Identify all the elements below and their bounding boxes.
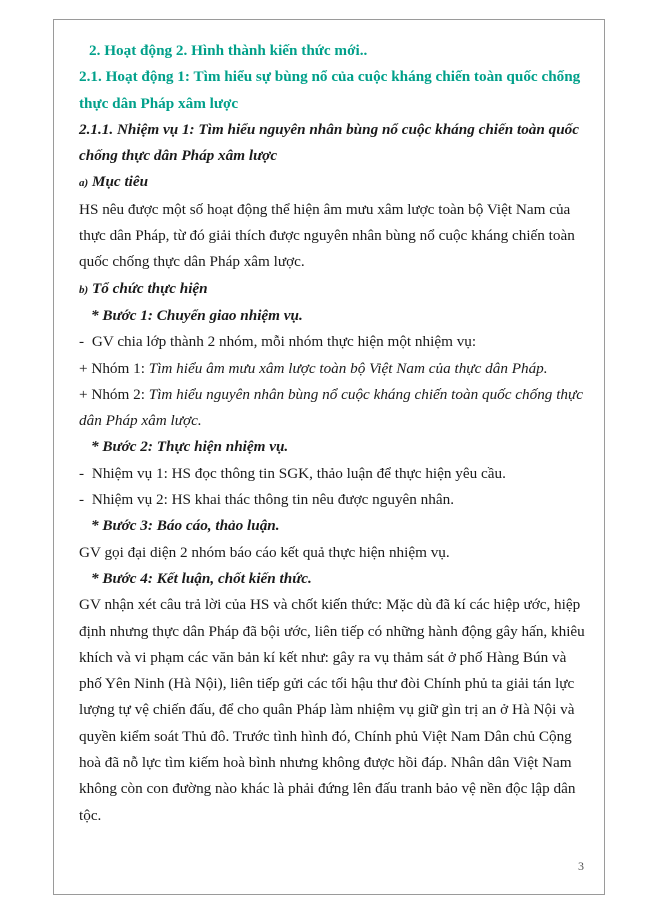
step2-line2 [79,487,591,513]
page-number: 3 [578,859,584,873]
objective-heading [79,169,591,196]
step4-line: định nhưng thực dân Pháp đã bội ước, liên tiếp có những hành động gây hấn, khiêu [79,622,585,640]
task1-title-line2: chống thực dân Pháp xâm lược [79,147,278,165]
group2-prefix: + Nhóm 2: [79,385,149,403]
activity-heading: 2. Hoạt động 2. Hình thành kiến thức mới.. [89,42,368,59]
step4-line: lượng tự vệ chiến đấu, để cho quân Pháp làm nhiệm vụ giữ gìn trị an ở Hà Nội và [79,701,575,719]
step4-line: tộc. [79,806,102,824]
group1-text: Tìm hiểu âm mưu xâm lược toàn bộ Việt Nam của thực dân Pháp. [148,359,548,377]
step2-line1 [79,461,591,487]
step4-title: * Bước 4: Kết luận, chốt kiến thức. [91,569,312,587]
step1-group2 [79,382,591,408]
organize-title: Tổ chức thực hiện [91,279,208,297]
objective-line2: thực dân Pháp, từ đó giải thích được nguyên nhân bùng nổ cuộc kháng chiến toàn [79,227,575,245]
step1-line1 [79,329,591,355]
step4-line: GV nhận xét câu trả lời của HS và chốt kiến thức: Mặc dù đã kí các hiệp ước, hiệp [79,596,581,614]
objective-title: Mục tiêu [91,173,149,191]
step3-title: * Bước 3: Báo cáo, thảo luận. [91,517,280,535]
step4-line: hoà đã nỗ lực tìm kiếm hoà bình nhưng không được hồi đáp. Nhân dân Việt Nam [79,754,572,772]
document-body [79,38,591,829]
step2-text-1: Nhiệm vụ 1: HS đọc thông tin SGK, thảo luận để thực hiện yêu cầu. [91,464,506,482]
task1-title-line1: 2.1.1. Nhiệm vụ 1: Tìm hiểu nguyên nhân bùng nổ cuộc kháng chiến toàn quốc [79,120,580,138]
step4-line: không còn con đường nào khác là phải đứng lên đấu tranh bảo vệ nền độc lập dân [79,780,576,798]
activity1-title-line2: thực dân Pháp xâm lược [79,94,239,112]
step2-dash-1: - [79,464,85,482]
organize-heading [79,276,591,303]
step4-line: khích và vi phạm các văn bản kí kết như: gây ra vụ thảm sát ở phố Hàng Bún và [79,648,567,666]
step2-text-2: Nhiệm vụ 2: HS khai thác thông tin nêu được nguyên nhân. [91,491,455,509]
objective-line1: HS nêu được một số hoạt động thể hiện âm mưu xâm lược toàn bộ Việt Nam của [79,200,571,218]
step1-title: * Bước 1: Chuyển giao nhiệm vụ. [91,306,303,324]
step2-dash-2: - [79,491,85,509]
group1-prefix: + Nhóm 1: [79,359,149,377]
group2-text-line2: dân Pháp xâm lược. [79,412,202,430]
organize-letter: b) [79,283,89,296]
step1-dash: - [79,333,85,351]
objective-letter: a) [79,177,89,190]
step4-line: phố Yên Ninh (Hà Nội), liên tiếp gửi các tối hậu thư đòi Chính phủ ta giải tán lực [79,675,575,693]
step4-line: quyền kiểm soát Thủ đô. Trước tình hình đó, Chính phủ Việt Nam Dân chủ Cộng [79,727,572,745]
step1-group1 [79,356,591,382]
objective-line3: quốc chống thực dân Pháp xâm lược. [79,253,305,271]
group2-text-line1: Tìm hiểu nguyên nhân bùng nổ cuộc kháng chiến toàn quốc chống thực [148,385,584,403]
activity1-title-line1: 2.1. Hoạt động 1: Tìm hiểu sự bùng nổ của cuộc kháng chiến toàn quốc chống [79,68,581,86]
step2-title: * Bước 2: Thực hiện nhiệm vụ. [91,438,289,456]
step1-text: GV chia lớp thành 2 nhóm, mỗi nhóm thực hiện một nhiệm vụ: [91,333,477,351]
step3-line1: GV gọi đại diện 2 nhóm báo cáo kết quả thực hiện nhiệm vụ. [79,543,450,561]
